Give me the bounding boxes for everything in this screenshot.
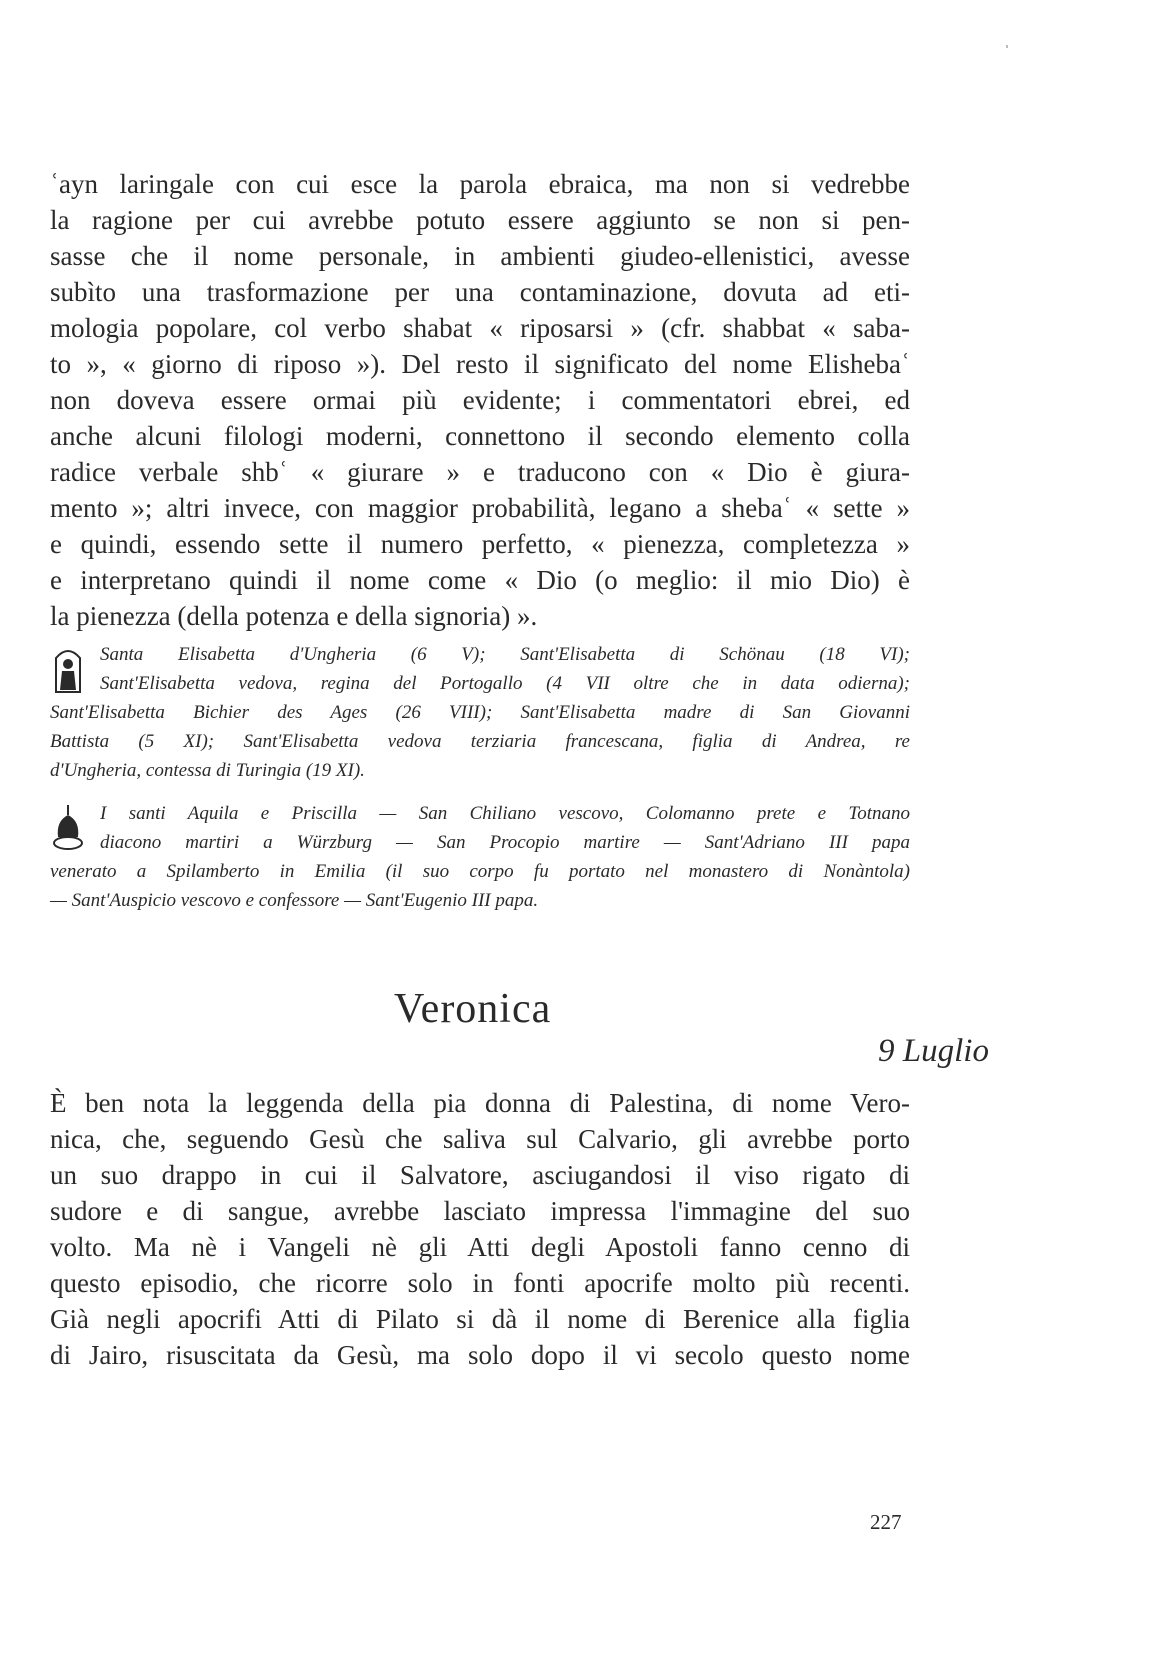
note-line: d'Ungheria, contessa di Turingia (19 XI). <box>50 760 365 781</box>
text-line: subìto una trasformazione per una contaminazione, dovuta ad eti- <box>50 277 910 307</box>
note-line: Sant'Elisabetta Bichier des Ages (26 VIII); Sant'Elisabetta madre di San Giovanni <box>50 702 910 723</box>
text-line: sudore e di sangue, avrebbe lasciato impressa l'immagine del suo <box>50 1196 910 1226</box>
text-line: la pienezza (della potenza e della signoria) ». <box>50 601 538 631</box>
text-line: to », « giorno di riposo »). Del resto il significato del nome Elishebaʿ <box>50 349 910 379</box>
text-line: la ragione per cui avrebbe potuto essere aggiunto se non si pen- <box>50 205 910 235</box>
quill-emblem-icon <box>50 801 86 853</box>
note-line: Battista (5 XI); Sant'Elisabetta vedova terziaria francescana, figlia di Andrea, re <box>50 731 910 752</box>
text-line: nica, che, seguendo Gesù che saliva sul Calvario, gli avrebbe porto <box>50 1124 910 1154</box>
text-line: È ben nota la leggenda della pia donna di Palestina, di nome Vero- <box>50 1088 910 1118</box>
text-line: volto. Ma nè i Vangeli nè gli Atti degli Apostoli fanno cenno di <box>50 1232 910 1262</box>
saints-notes <box>50 640 910 915</box>
text-line: non doveva essere ormai più evidente; i commentatori ebrei, ed <box>50 385 910 415</box>
text-line: e interpretano quindi il nome come « Dio (o meglio: il mio Dio) è <box>50 565 910 595</box>
scan-speck <box>1006 45 1008 48</box>
paragraph-elisheba-etymology <box>50 166 910 634</box>
paragraph-veronica-legend <box>50 1085 910 1373</box>
text-line: sasse che il nome personale, in ambienti giudeo-ellenistici, avesse <box>50 241 910 271</box>
note-line: diacono martiri a Würzburg — San Procopio martire — Sant'Adriano III papa <box>100 832 910 853</box>
note-saints-of-day <box>50 799 910 915</box>
text-line: ʿayn laringale con cui esce la parola ebraica, ma non si vedrebbe <box>50 169 910 199</box>
note-line: venerato a Spilamberto in Emilia (il suo corpo fu portato nel monastero di Nonàntola) <box>50 861 910 882</box>
text-line: di Jairo, risuscitata da Gesù, ma solo dopo il vi secolo questo nome <box>50 1340 910 1370</box>
note-line: — Sant'Auspicio vescovo e confessore — Sant'Eugenio III papa. <box>50 890 539 911</box>
text-line: Già negli apocrifi Atti di Pilato si dà il nome di Berenice alla figlia <box>50 1304 910 1334</box>
note-line: Sant'Elisabetta vedova, regina del Portogallo (4 VII oltre che in data odierna); <box>100 673 910 694</box>
text-line: radice verbale shbʿ « giurare » e traducono con « Dio è giura- <box>50 457 910 487</box>
text-line: questo episodio, che ricorre solo in fonti apocrife molto più recenti. <box>50 1268 910 1298</box>
note-line: Santa Elisabetta d'Ungheria (6 V); Sant'Elisabetta di Schönau (18 VI); <box>100 644 910 665</box>
text-line: un suo drappo in cui il Salvatore, asciugandosi il viso rigato di <box>50 1160 910 1190</box>
text-line: anche alcuni filologi moderni, connettono il secondo elemento colla <box>50 421 910 451</box>
text-line: mologia popolare, col verbo shabat « riposarsi » (cfr. shabbat « saba- <box>50 313 910 343</box>
saint-figure-icon <box>50 642 86 694</box>
note-saints-same-name <box>50 640 910 785</box>
text-line: e quindi, essendo sette il numero perfetto, « pienezza, completezza » <box>50 529 910 559</box>
text-line: mento »; altri invece, con maggior probabilità, legano a shebaʿ « sette » <box>50 493 910 523</box>
section-title: Veronica <box>394 986 552 1032</box>
page-number: 227 <box>870 1510 902 1534</box>
note-line: I santi Aquila e Priscilla — San Chiliano vescovo, Colomanno prete e Totnano <box>100 803 910 824</box>
section-date: 9 Luglio <box>878 1033 989 1069</box>
